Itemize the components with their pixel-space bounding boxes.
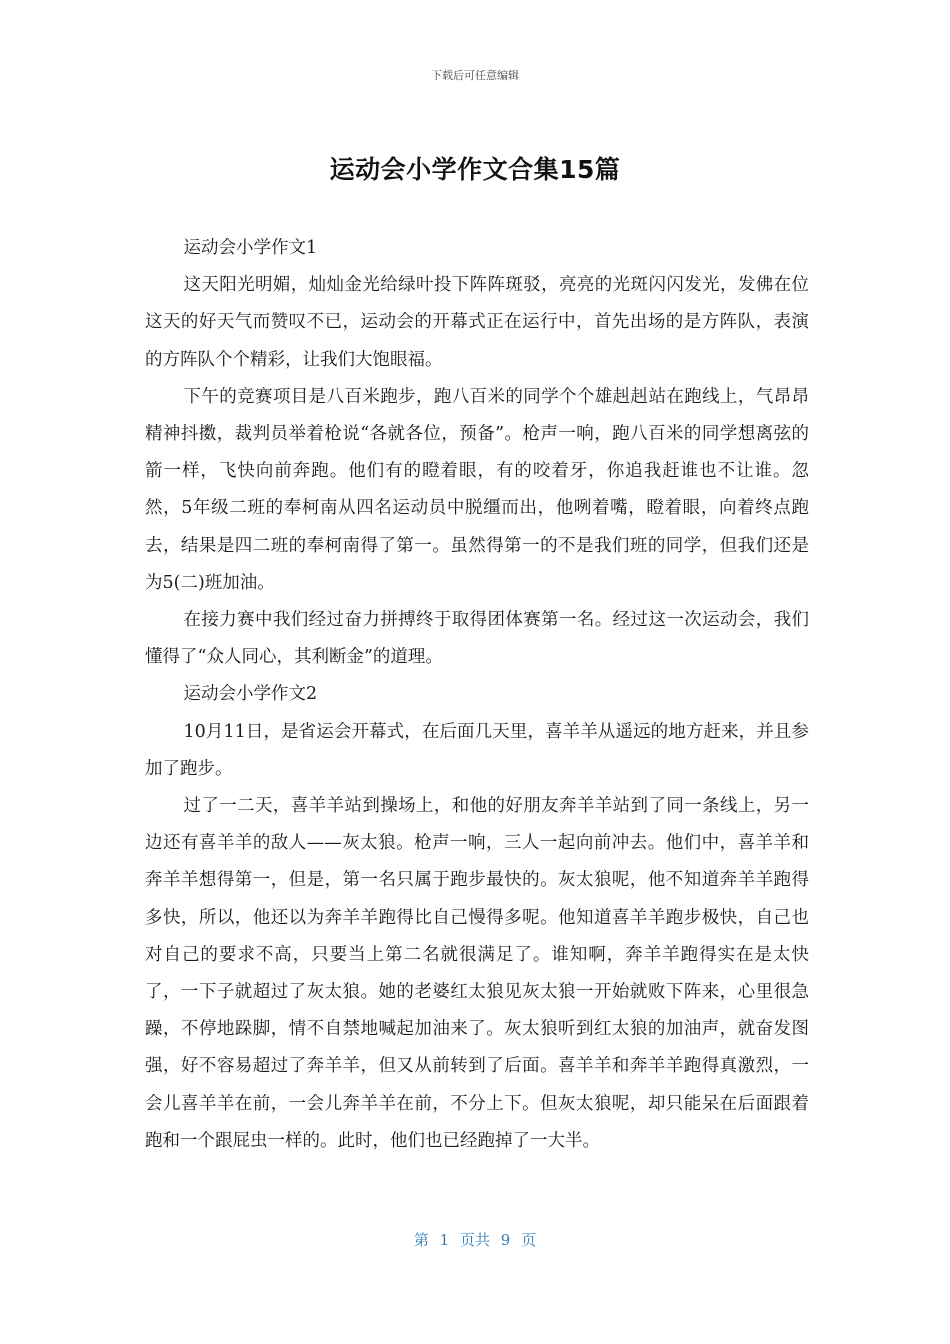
paragraph: 过了一二天，喜羊羊站到操场上，和他的好朋友奔羊羊站到了同一条线上，另一边还有喜羊羊的敌人——灰太狼。枪声一响，三人一起向前冲去。他们中，喜羊羊和奔羊羊想得第一，但是，第一名只属于跑步最快的。灰太狼呢，他不知道奔羊羊跑得多快，所以，他还以为奔羊羊跑得比自己慢得多呢。他知道喜羊羊跑步极快，自己也对自己的要求不高，只要当上第二名就很满足了。谁知啊，奔羊羊跑得实在是太快了，一下子就超过了灰太狼。她的老婆红太狼见灰太狼一开始就败下阵来，心里很急躁，不停地跺脚，情不自禁地喊起加油来了。灰太狼听到红太狼的加油声，就奋发图强，好不容易超过了奔羊羊，但又从前转到了后面。喜羊羊和奔羊羊跑得真激烈，一会儿喜羊羊在前，一会儿奔羊羊在前，不分上下。但灰太狼呢，却只能呆在后面跟着跑和一个跟屁虫一样的。此时，他们也已经跑掉了一大半。	[145, 796, 809, 1151]
section-heading: 运动会小学作文1	[183, 238, 318, 258]
document-title: 运动会小学作文合集15篇	[329, 155, 621, 184]
page-footer: 第 1 页共 9 页	[413, 1231, 537, 1249]
paragraph: 下午的竞赛项目是八百米跑步，跑八百米的同学个个雄赳赳站在跑线上，气昂昂精神抖擞，裁判员举着枪说“各就各位，预备”。枪声一响，跑八百米的同学想离弦的箭一样，飞快向前奔跑。他们有的瞪着眼，有的咬着牙，你追我赶谁也不让谁。忽然，5年级二班的奉柯南从四名运动员中脱缰而出，他咧着嘴，瞪着眼，向着终点跑去，结果是四二班的奉柯南得了第一。虽然得第一的不是我们班的同学，但我们还是为5(二)班加油。	[145, 386, 809, 593]
paragraph: 在接力赛中我们经过奋力拼搏终于取得团体赛第一名。经过这一次运动会，我们懂得了“众人同心，其利断金”的道理。	[145, 610, 809, 668]
paragraph: 10月11日，是省运会开幕式，在后面几天里，喜羊羊从遥远的地方赶来，并且参加了跑步。	[145, 721, 809, 779]
paragraph: 这天阳光明媚，灿灿金光给绿叶投下阵阵斑驳，亮亮的光斑闪闪发光，发佛在位这天的好天气而赞叹不已，运动会的开幕式正在运行中，首先出场的是方阵队，表演的方阵队个个精彩，让我们大饱眼福。	[145, 275, 809, 370]
document-body	[145, 230, 809, 1160]
header-note: 下载后可任意编辑	[431, 69, 519, 82]
section-heading: 运动会小学作文2	[183, 684, 318, 705]
